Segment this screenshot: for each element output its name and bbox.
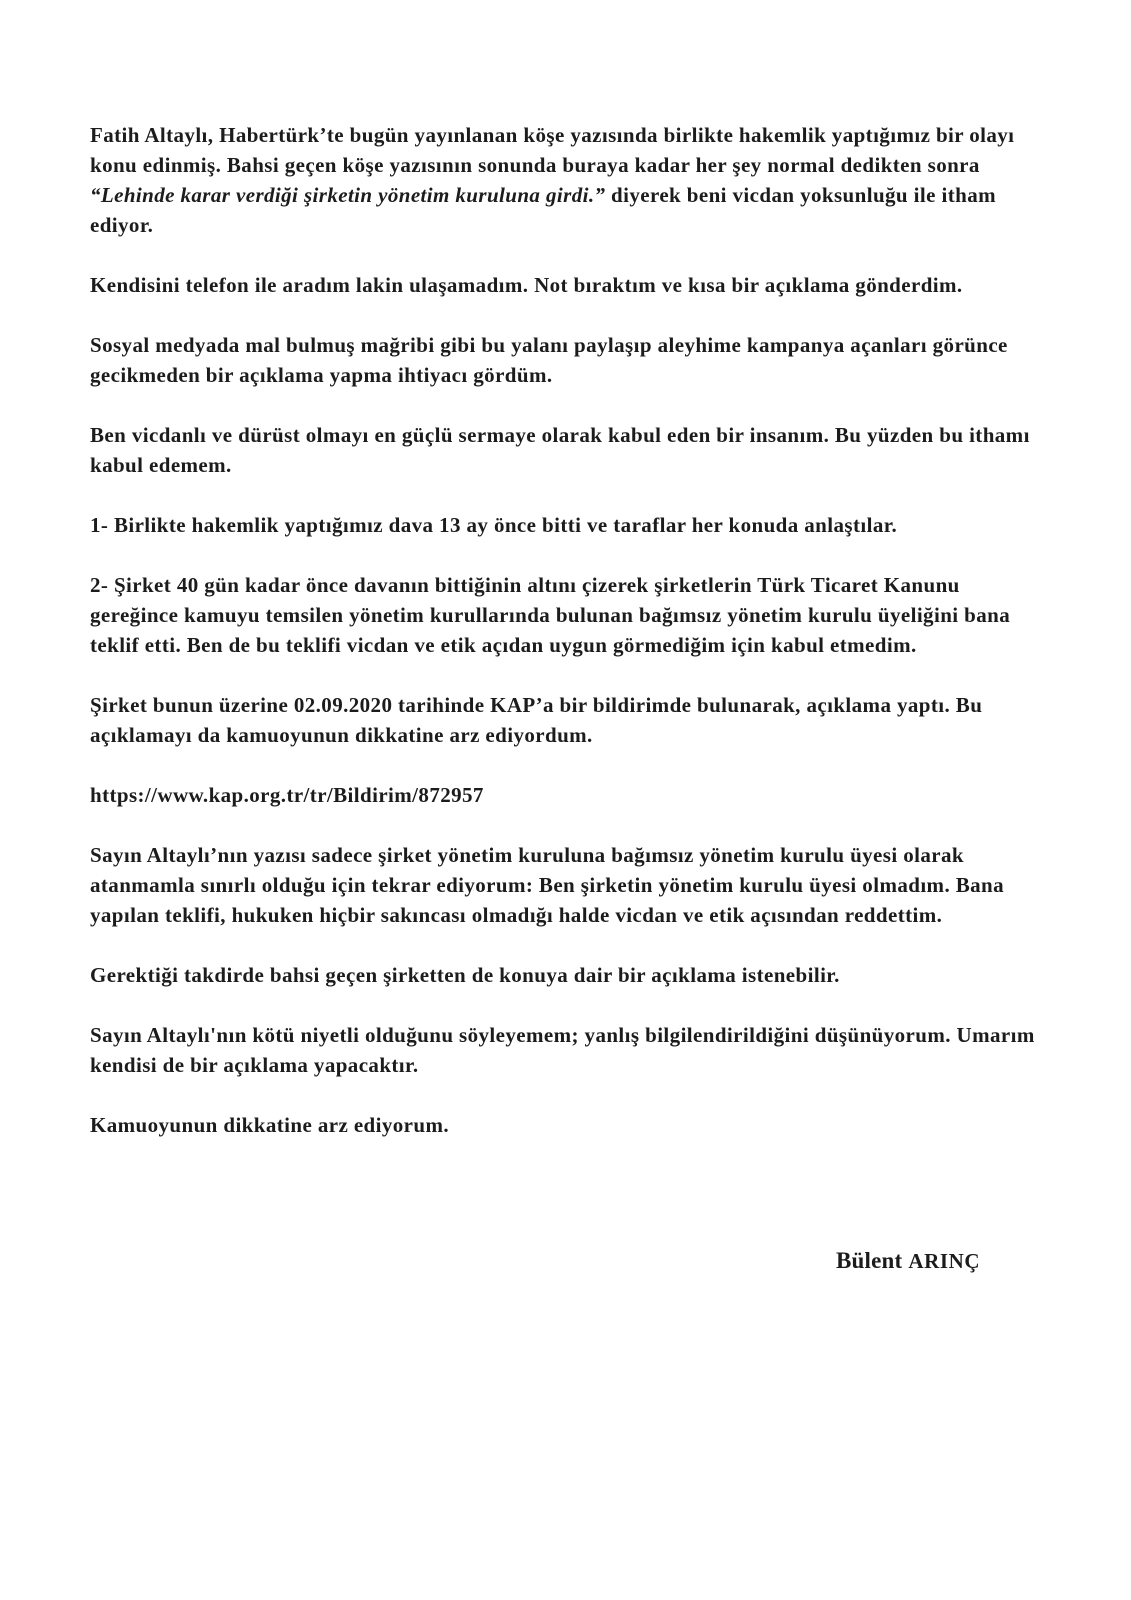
document-body bbox=[90, 120, 1050, 1170]
paragraph-6: 2- Şirket 40 gün kadar önce davanın bittiğinin altını çizerek şirketlerin Türk Ticaret Kanunu gereğince kamuyu temsilen yönetim kurullarında bulunan bağımsız yönetim kurulu üyeliğini bana teklif etti. Ben de bu teklifi vicdan ve etik açıdan uygun görmediğim için kabul etmedim. bbox=[90, 573, 1011, 657]
paragraph-1-intro: Fatih Altaylı, Habertürk’te bugün yayınlanan köşe yazısında birlikte hakemlik yaptığımız bir olayı konu edinmiş. Bahsi geçen köşe yazısının sonunda buraya kadar her şey normal dedikten sonra bbox=[90, 123, 1015, 177]
paragraph-2: Kendisini telefon ile aradım lakin ulaşamadım. Not bıraktım ve kısa bir açıklama gönderdim. bbox=[90, 273, 963, 297]
kap-link-text: https://www.kap.org.tr/tr/Bildirim/872957 bbox=[90, 783, 484, 807]
paragraph-12: Kamuoyunun dikkatine arz ediyorum. bbox=[90, 1113, 449, 1137]
paragraph-5: 1- Birlikte hakemlik yaptığımız dava 13 ay önce bitti ve taraflar her konuda anlaştılar. bbox=[90, 513, 898, 537]
signature-last-name: ARINÇ bbox=[908, 1249, 981, 1273]
quoted-phrase: “Lehinde karar verdiği şirketin yönetim kuruluna girdi.” bbox=[90, 183, 606, 207]
signature-first-name: Bülent bbox=[836, 1248, 903, 1273]
paragraph-3: Sosyal medyada mal bulmuş mağribi gibi bu yalanı paylaşıp aleyhime kampanya açanları görünce gecikmeden bir açıklama yapma ihtiyacı gördüm. bbox=[90, 333, 1008, 387]
paragraph-7: Şirket bunun üzerine 02.09.2020 tarihinde KAP’a bir bildirimde bulunarak, açıklama yaptı. Bu açıklamayı da kamuoyunun dikkatine arz ediyordum. bbox=[90, 693, 983, 747]
paragraph-11: Sayın Altaylı'nın kötü niyetli olduğunu söyleyemem; yanlış bilgilendirildiğini düşünüyorum. Umarım kendisi de bir açıklama yapacaktır. bbox=[90, 1023, 1035, 1077]
paragraph-4: Ben vicdanlı ve dürüst olmayı en güçlü sermaye olarak kabul eden bir insanım. Bu yüzden bu ithamı kabul edemem. bbox=[90, 423, 1030, 477]
paragraph-1 bbox=[90, 120, 1050, 240]
paragraph-1-outro: diyerek beni vicdan yoksunluğu ile itham ediyor. bbox=[90, 183, 996, 237]
paragraph-10: Gerektiği takdirde bahsi geçen şirketten de konuya dair bir açıklama istenebilir. bbox=[90, 963, 840, 987]
paragraph-9: Sayın Altaylı’nın yazısı sadece şirket yönetim kuruluna bağımsız yönetim kurulu üyesi olarak atanmamla sınırlı olduğu için tekrar ediyorum: Ben şirketin yönetim kurulu üyesi olmadım. Bana yapılan teklifi, hukuken hiçbir sakıncası olmadığı halde vicdan ve etik açısından reddettim. bbox=[90, 843, 1005, 927]
signature bbox=[836, 1248, 980, 1274]
